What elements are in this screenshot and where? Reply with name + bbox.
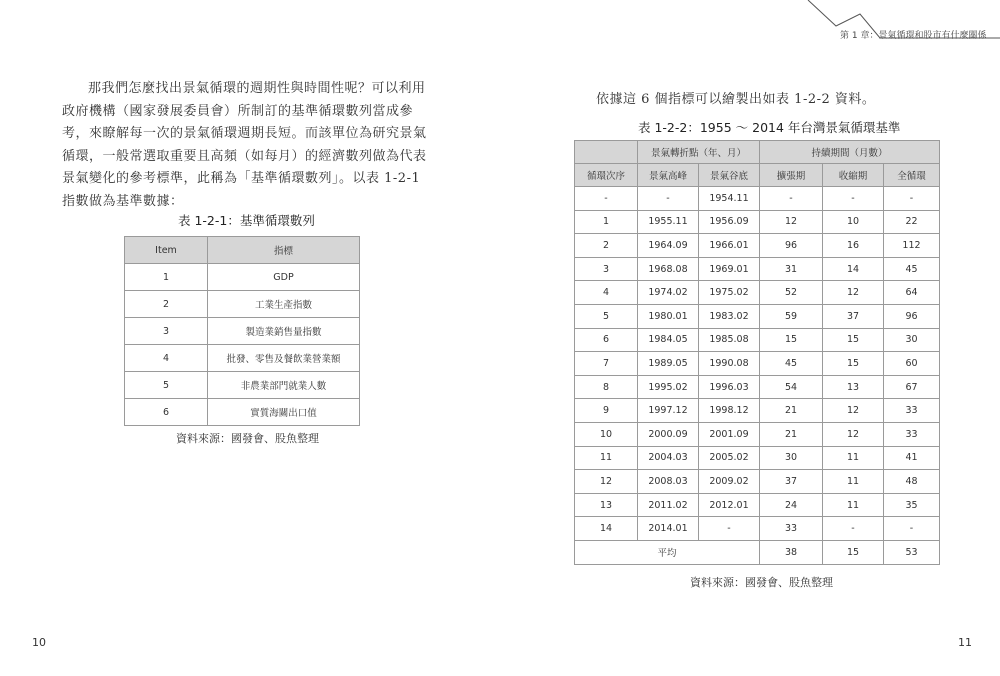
table-row bbox=[575, 304, 940, 328]
table-cell: 1966.01 bbox=[699, 234, 760, 258]
table-cell: 24 bbox=[760, 493, 823, 517]
table-2-header: 收縮期 bbox=[823, 164, 884, 187]
table-cell: 2005.02 bbox=[699, 446, 760, 470]
table-cell: 1954.11 bbox=[699, 187, 760, 211]
table-cell: 10 bbox=[575, 422, 638, 446]
table-row bbox=[125, 372, 360, 399]
table-cell: 1990.08 bbox=[699, 352, 760, 376]
table-cell: GDP bbox=[208, 264, 360, 291]
average-cell: 38 bbox=[760, 540, 823, 564]
table-cell: 10 bbox=[823, 210, 884, 234]
table-cell: 15 bbox=[823, 352, 884, 376]
table-cell: 1980.01 bbox=[638, 304, 699, 328]
table-cell: 4 bbox=[125, 345, 208, 372]
table-cell: 1984.05 bbox=[638, 328, 699, 352]
table-2-source: 資料來源：國發會、股魚整理 bbox=[690, 576, 833, 589]
table-cell: 1983.02 bbox=[699, 304, 760, 328]
table-cell: 1969.01 bbox=[699, 257, 760, 281]
table-cell: 9 bbox=[575, 399, 638, 423]
table-cell: - bbox=[884, 187, 940, 211]
table-cell: 2012.01 bbox=[699, 493, 760, 517]
table-cell: 2 bbox=[575, 234, 638, 258]
table-row bbox=[575, 210, 940, 234]
table-cell: 30 bbox=[760, 446, 823, 470]
table-2-header: 循環次序 bbox=[575, 164, 638, 187]
table-row bbox=[125, 291, 360, 318]
page-number-left: 10 bbox=[32, 636, 46, 649]
table-cell: 2014.01 bbox=[638, 517, 699, 541]
table-row bbox=[125, 345, 360, 372]
table-2-group-header: 持續期間（月數） bbox=[760, 141, 940, 164]
table-cell: 2009.02 bbox=[699, 470, 760, 494]
average-cell: 53 bbox=[884, 540, 940, 564]
table-average-row bbox=[575, 540, 940, 564]
table-cell: 22 bbox=[884, 210, 940, 234]
table-cell: - bbox=[823, 187, 884, 211]
table-row bbox=[575, 187, 940, 211]
table-cell: 工業生產指數 bbox=[208, 291, 360, 318]
business-cycle-table bbox=[574, 140, 940, 565]
table-cell: 12 bbox=[823, 422, 884, 446]
table-cell: 11 bbox=[823, 446, 884, 470]
table-cell: 批發、零售及餐飲業營業額 bbox=[208, 345, 360, 372]
table-cell: 15 bbox=[823, 328, 884, 352]
table-cell: 12 bbox=[823, 399, 884, 423]
table-cell: 2008.03 bbox=[638, 470, 699, 494]
table-cell: 3 bbox=[125, 318, 208, 345]
table-cell: 59 bbox=[760, 304, 823, 328]
table-cell: - bbox=[638, 187, 699, 211]
table-cell: 2001.09 bbox=[699, 422, 760, 446]
table-cell: 1996.03 bbox=[699, 375, 760, 399]
table-cell: 45 bbox=[884, 257, 940, 281]
table-cell: - bbox=[823, 517, 884, 541]
table-2-group-header: 景氣轉折點（年、月） bbox=[638, 141, 760, 164]
table-row bbox=[575, 517, 940, 541]
table-1-source: 資料來源：國發會、股魚整理 bbox=[176, 432, 319, 445]
table-cell: 1956.09 bbox=[699, 210, 760, 234]
table-row bbox=[575, 375, 940, 399]
table-cell: 96 bbox=[884, 304, 940, 328]
table-cell: 30 bbox=[884, 328, 940, 352]
table-cell: 45 bbox=[760, 352, 823, 376]
table-cell: 67 bbox=[884, 375, 940, 399]
table-cell: 33 bbox=[760, 517, 823, 541]
table-row bbox=[575, 281, 940, 305]
table-2-title: 表 1-2-2：1955 ～ 2014 年台灣景氣循環基準 bbox=[638, 120, 901, 135]
right-paragraph: 依據這 6 個指標可以繪製出如表 1-2-2 資料。 bbox=[596, 92, 876, 107]
table-cell: 6 bbox=[125, 399, 208, 426]
table-row bbox=[125, 399, 360, 426]
table-cell: 製造業銷售量指數 bbox=[208, 318, 360, 345]
table-cell: 37 bbox=[823, 304, 884, 328]
table-cell: 37 bbox=[760, 470, 823, 494]
table-cell: - bbox=[575, 187, 638, 211]
average-cell: 15 bbox=[823, 540, 884, 564]
table-cell: 12 bbox=[760, 210, 823, 234]
table-cell: 33 bbox=[884, 422, 940, 446]
table-cell: 14 bbox=[575, 517, 638, 541]
table-cell: 7 bbox=[575, 352, 638, 376]
table-cell: 2004.03 bbox=[638, 446, 699, 470]
benchmark-series-table bbox=[124, 236, 360, 426]
table-row bbox=[575, 422, 940, 446]
table-cell: 1974.02 bbox=[638, 281, 699, 305]
table-2-header: 景氣高峰 bbox=[638, 164, 699, 187]
table-cell: 54 bbox=[760, 375, 823, 399]
table-cell: 1964.09 bbox=[638, 234, 699, 258]
table-cell: 12 bbox=[823, 281, 884, 305]
table-cell: 13 bbox=[823, 375, 884, 399]
table-row bbox=[575, 328, 940, 352]
table-cell: 21 bbox=[760, 422, 823, 446]
table-2-header: 全循環 bbox=[884, 164, 940, 187]
table-row bbox=[575, 257, 940, 281]
table-cell: 1985.08 bbox=[699, 328, 760, 352]
table-cell: - bbox=[699, 517, 760, 541]
page-number-right: 11 bbox=[958, 636, 972, 649]
table-2-header: 景氣谷底 bbox=[699, 164, 760, 187]
table-cell: 52 bbox=[760, 281, 823, 305]
average-label: 平均 bbox=[575, 540, 760, 564]
table-cell: 非農業部門就業人數 bbox=[208, 372, 360, 399]
table-cell: 1 bbox=[125, 264, 208, 291]
table-cell: 16 bbox=[823, 234, 884, 258]
table-row bbox=[575, 399, 940, 423]
table-1-header: 指標 bbox=[208, 237, 360, 264]
table-cell: - bbox=[760, 187, 823, 211]
table-row bbox=[575, 234, 940, 258]
table-cell: 21 bbox=[760, 399, 823, 423]
table-cell: 2 bbox=[125, 291, 208, 318]
table-cell: 2000.09 bbox=[638, 422, 699, 446]
table-row bbox=[125, 264, 360, 291]
table-cell: 1997.12 bbox=[638, 399, 699, 423]
table-cell: 64 bbox=[884, 281, 940, 305]
table-cell: 48 bbox=[884, 470, 940, 494]
table-row bbox=[125, 318, 360, 345]
table-cell: 31 bbox=[760, 257, 823, 281]
table-row bbox=[575, 352, 940, 376]
table-cell: 1989.05 bbox=[638, 352, 699, 376]
table-cell: 1995.02 bbox=[638, 375, 699, 399]
table-cell: 1975.02 bbox=[699, 281, 760, 305]
table-cell: 1998.12 bbox=[699, 399, 760, 423]
table-cell: 14 bbox=[823, 257, 884, 281]
table-cell: 5 bbox=[125, 372, 208, 399]
table-1-title: 表 1-2-1：基準循環數列 bbox=[178, 213, 315, 228]
table-cell: 96 bbox=[760, 234, 823, 258]
table-cell: 1955.11 bbox=[638, 210, 699, 234]
table-cell: 11 bbox=[575, 446, 638, 470]
chapter-header: 第 1 章：景氣循環和股市有什麼關係 bbox=[840, 31, 987, 41]
table-cell: 112 bbox=[884, 234, 940, 258]
table-cell: 33 bbox=[884, 399, 940, 423]
table-cell: 11 bbox=[823, 493, 884, 517]
table-cell: 實質海關出口值 bbox=[208, 399, 360, 426]
table-cell: 3 bbox=[575, 257, 638, 281]
table-cell: 8 bbox=[575, 375, 638, 399]
table-cell: 5 bbox=[575, 304, 638, 328]
table-cell: 1 bbox=[575, 210, 638, 234]
table-cell: 2011.02 bbox=[638, 493, 699, 517]
table-row bbox=[575, 446, 940, 470]
table-cell: 41 bbox=[884, 446, 940, 470]
table-cell: 15 bbox=[760, 328, 823, 352]
table-cell: 60 bbox=[884, 352, 940, 376]
table-row bbox=[575, 470, 940, 494]
table-row bbox=[575, 493, 940, 517]
table-1-header: Item bbox=[125, 237, 208, 264]
left-paragraph: 那我們怎麼找出景氣循環的週期性與時間性呢？可以利用政府機構（國家發展委員會）所制訂的基準循環數列當成參考，來瞭解每一次的景氣循環週期長短。而該單位為研究景氣循環，一般常選取重要且高頻（如每月）的經濟數列做為代表景氣變化的參考標準，此稱為「基準循環數列」。以表 1-2-1 指數做為基準數據： bbox=[62, 81, 427, 209]
table-cell: 1968.08 bbox=[638, 257, 699, 281]
table-cell: 4 bbox=[575, 281, 638, 305]
table-cell: 35 bbox=[884, 493, 940, 517]
table-2-header: 擴張期 bbox=[760, 164, 823, 187]
table-cell: 6 bbox=[575, 328, 638, 352]
table-cell: 12 bbox=[575, 470, 638, 494]
table-cell: 13 bbox=[575, 493, 638, 517]
table-cell: - bbox=[884, 517, 940, 541]
table-cell: 11 bbox=[823, 470, 884, 494]
